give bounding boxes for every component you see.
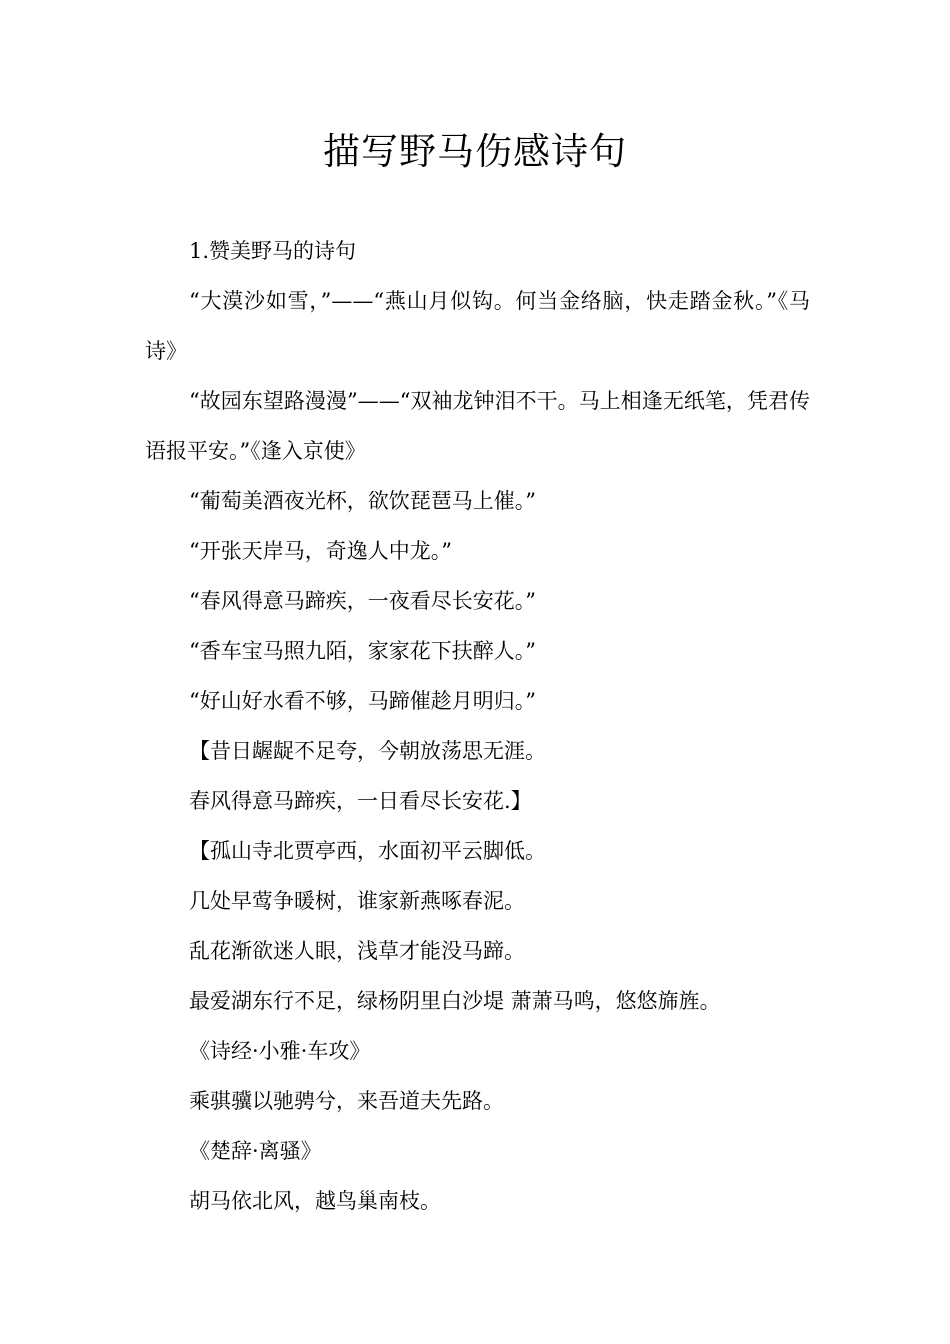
paragraph-line: “香车宝马照九陌，家家花下扶醉人。” (189, 639, 536, 663)
paragraph-line: 【昔日龌龊不足夸，今朝放荡思无涯。 (189, 739, 546, 763)
paragraph-line: 几处早莺争暖树，谁家新燕啄春泥。 (189, 889, 525, 913)
paragraph-line: “春风得意马蹄疾，一夜看尽长安花。” (189, 589, 536, 613)
paragraph-line: 最爱湖东行不足，绿杨阴里白沙堤 萧萧马鸣，悠悠旆旌。 (189, 989, 721, 1013)
paragraph-line: 乘骐骥以驰骋兮，来吾道夫先路。 (189, 1089, 504, 1113)
paragraph-line: 胡马依北风，越鸟巢南枝。 (189, 1189, 441, 1213)
paragraph-line: 【孤山寺北贾亭西，水面初平云脚低。 (189, 839, 546, 863)
paragraph-poem-ma-shi: “大漠沙如雪，”——“燕山月似钩。何当金络脑，快走踏金秋。”《马诗》 (145, 289, 810, 363)
document-title: 描写野马伤感诗句 (323, 130, 627, 173)
paragraph-heading: 1.赞美野马的诗句 (189, 239, 357, 263)
paragraph-source: 《诗经·小雅·车攻》 (189, 1039, 371, 1063)
paragraph-line: 乱花渐欲迷人眼，浅草才能没马蹄。 (189, 939, 525, 963)
paragraph-line: 春风得意马蹄疾，一日看尽长安花.】 (189, 789, 532, 813)
paragraph-source: 《楚辞·离骚》 (189, 1139, 322, 1163)
paragraph-line: “葡萄美酒夜光杯，欲饮琵琶马上催。” (189, 489, 536, 513)
document-body (145, 226, 810, 1226)
paragraph-line: “好山好水看不够，马蹄催趁月明归。” (189, 689, 536, 713)
paragraph-line: “开张天岸马，奇逸人中龙。” (189, 539, 452, 563)
paragraph-poem-feng-ru-jing-shi: “故园东望路漫漫”——“双袖龙钟泪不干。马上相逢无纸笔，凭君传语报平安。”《逢入京使》 (145, 389, 810, 463)
